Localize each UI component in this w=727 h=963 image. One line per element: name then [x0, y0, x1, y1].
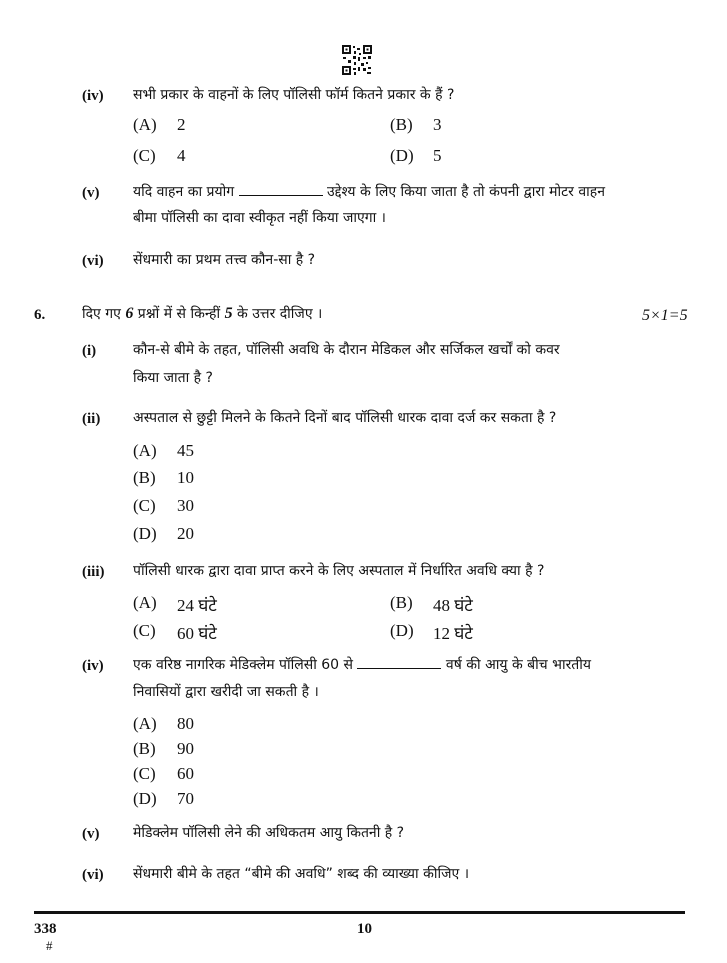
q5-vi-question: सेंधमारी का प्रथम तत्त्व कौन-सा है ? — [133, 252, 316, 268]
q6-ii-option-b-label: (B) — [133, 468, 156, 487]
footer-hash: # — [46, 938, 53, 953]
q6-ii-option-b-value: 10 — [177, 468, 194, 487]
q6-ii-question: अस्पताल से छुट्टी मिलने के कितने दिनों बाद पॉलिसी धारक दावा दर्ज कर सकता है ? — [133, 410, 557, 426]
q5-v-text-after: उद्देश्य के लिए किया जाता है तो कंपनी द्वारा मोटर वाहन — [327, 184, 605, 200]
q6-i-question-line1: कौन-से बीमे के तहत, पॉलिसी अवधि के दौरान मेडिकल और सर्जिकल खर्चों को कवर — [133, 342, 560, 358]
q6-ii-number: (ii) — [82, 411, 101, 427]
q5-iv-option-c-value: 4 — [177, 146, 186, 165]
q6-ii-option-c-label: (C) — [133, 496, 156, 515]
q5-iv-option-d-value: 5 — [433, 146, 442, 165]
q6-ii-option-c-value: 30 — [177, 496, 194, 515]
q5-v-blank — [239, 181, 323, 196]
q6-iv-text-before: एक वरिष्ठ नागरिक मेडिक्लेम पॉलिसी 60 से — [133, 657, 354, 673]
q5-iv-option-b-value: 3 — [433, 115, 442, 134]
q5-vi-number: (vi) — [82, 253, 104, 269]
q5-iv-number: (iv) — [82, 88, 104, 104]
q5-v-number: (v) — [82, 185, 100, 201]
q6-v-number: (v) — [82, 826, 100, 842]
q5-iv-option-c-label: (C) — [133, 146, 156, 165]
q6-i-question-line2: किया जाता है ? — [133, 370, 213, 386]
q6-iii-number: (iii) — [82, 564, 105, 580]
q6-intro-post: के उत्तर दीजिए । — [237, 306, 323, 322]
q6-iii-option-b-value: 48 घंटे — [433, 596, 473, 615]
q6-intro-mid: प्रश्नों में से किन्हीं — [137, 306, 221, 322]
q6-iv-option-d-label: (D) — [133, 789, 157, 808]
q5-iv-option-d-label: (D) — [390, 146, 414, 165]
q6-iii-option-d-value: 12 घंटे — [433, 624, 473, 643]
q5-iv-option-a-value: 2 — [177, 115, 186, 134]
q5-v-question-line1 — [133, 179, 673, 205]
q6-ii-option-a-value: 45 — [177, 441, 194, 460]
q5-iv-question: सभी प्रकार के वाहनों के लिए पॉलिसी फॉर्म कितने प्रकार के हैं ? — [133, 87, 455, 103]
q6-iii-option-c-value: 60 घंटे — [177, 624, 217, 643]
q6-ii-option-a-label: (A) — [133, 441, 157, 460]
q6-intro-pre: दिए गए — [82, 306, 121, 322]
q6-v-question: मेडिक्लेम पॉलिसी लेने की अधिकतम आयु कितनी है ? — [133, 825, 405, 841]
q5-iv-option-b-label: (B) — [390, 115, 413, 134]
page-number: 10 — [357, 921, 372, 937]
footer-code: 338 — [34, 921, 57, 937]
q6-iii-option-a-value: 24 घंटे — [177, 596, 217, 615]
q6-marks: 5×1=5 — [642, 307, 688, 324]
q6-iv-question-line2: निवासियों द्वारा खरीदी जा सकती है । — [133, 684, 319, 700]
q6-instruction — [82, 301, 322, 327]
q6-intro-total: 6 — [125, 305, 134, 322]
q6-iv-option-a-value: 80 — [177, 714, 194, 733]
q6-iii-option-d-label: (D) — [390, 621, 414, 640]
q6-iv-option-c-value: 60 — [177, 764, 194, 783]
q6-iv-text-after: वर्ष की आयु के बीच भारतीय — [445, 657, 592, 673]
q6-iii-option-a-label: (A) — [133, 593, 157, 612]
q5-v-text-before: यदि वाहन का प्रयोग — [133, 184, 235, 200]
q6-iv-option-a-label: (A) — [133, 714, 157, 733]
q6-number: 6. — [34, 307, 46, 323]
q6-iii-option-c-label: (C) — [133, 621, 156, 640]
q6-vi-number: (vi) — [82, 867, 104, 883]
q6-ii-option-d-value: 20 — [177, 524, 194, 543]
footer-rule — [34, 911, 685, 914]
q5-iv-option-a-label: (A) — [133, 115, 157, 134]
q6-vi-question: सेंधमारी बीमे के तहत “बीमे की अवधि” शब्द की व्याख्या कीजिए । — [133, 866, 470, 882]
q6-iii-question: पॉलिसी धारक द्वारा दावा प्राप्त करने के लिए अस्पताल में निर्धारित अवधि क्या है ? — [133, 563, 545, 579]
q6-iv-option-b-value: 90 — [177, 739, 194, 758]
q6-iv-number: (iv) — [82, 658, 104, 674]
q6-intro-attempt: 5 — [224, 305, 233, 322]
q6-iv-blank — [357, 654, 441, 669]
q6-i-number: (i) — [82, 343, 97, 359]
q6-iv-question-line1 — [133, 652, 673, 678]
q5-v-question-line2: बीमा पॉलिसी का दावा स्वीकृत नहीं किया जाएगा । — [133, 210, 386, 226]
q6-iv-option-c-label: (C) — [133, 764, 156, 783]
q6-iv-option-d-value: 70 — [177, 789, 194, 808]
q6-iv-option-b-label: (B) — [133, 739, 156, 758]
q6-ii-option-d-label: (D) — [133, 524, 157, 543]
q6-iii-option-b-label: (B) — [390, 593, 413, 612]
qr-code — [341, 44, 373, 76]
